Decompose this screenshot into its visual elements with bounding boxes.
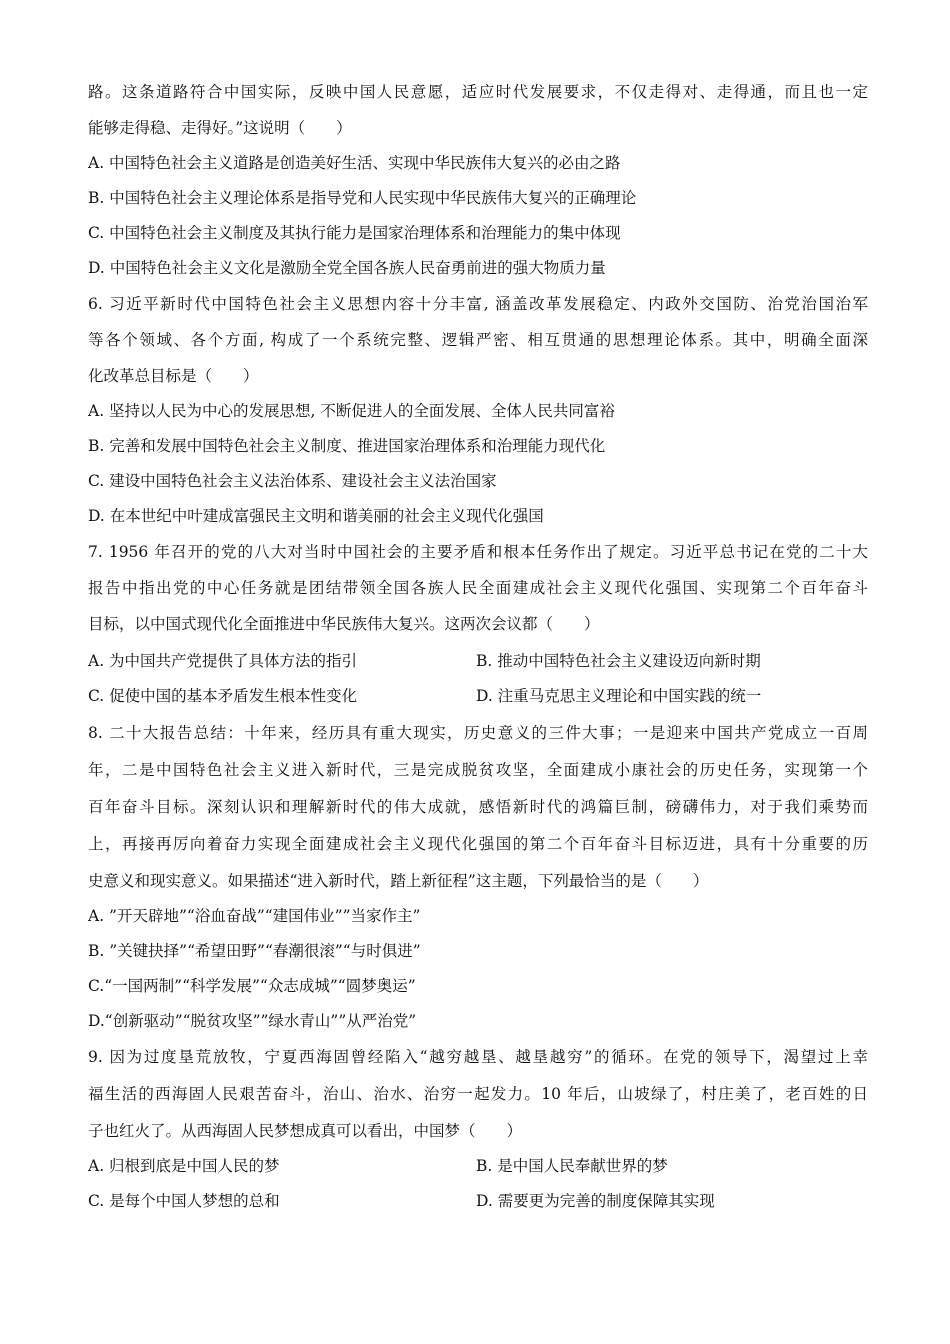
q5-option-b: B. 中国特色社会主义理论体系是指导党和人民实现中华民族伟大复兴的正确理论 [88, 189, 637, 207]
q5-option-d: D. 中国特色社会主义文化是激励全党全国各族人民奋勇前进的强大物质力量 [88, 259, 606, 277]
q8-option-d: D.“创新驱动”“脱贫攻坚””绿水青山””从严治党” [88, 1012, 417, 1030]
q7-stem-line: 7. 1956 年召开的党的八大对当时中国社会的主要矛盾和根本任务作出了规定。习近平总书记在党的二十大 [88, 543, 868, 561]
q5-stem-line: 路。这条道路符合中国实际，反映中国人民意愿，适应时代发展要求，不仅走得对、走得通，而且也一定 [88, 83, 868, 101]
q9-stem-line: 福生活的西海固人民艰苦奋斗，治山、治水、治穷一起发力。10 年后，山坡绿了，村庄美了，老百姓的日 [88, 1085, 868, 1103]
q9-stem-line: 子也红火了。从西海固人民梦想成真可以看出，中国梦（ ） [88, 1122, 523, 1140]
q7-stem-line: 目标，以中国式现代化全面推进中华民族伟大复兴。这两次会议都（ ） [88, 615, 600, 633]
q8-option-b: B. ”关键抉择”“希望田野”“春潮很滚”“与时俱进” [88, 942, 421, 960]
q9-option-c: C. 是每个中国人梦想的总和 [88, 1192, 280, 1210]
q8-stem-line: 上，再接再厉向着奋力实现全面建成社会主义现代化强国的第二个百年奋斗目标迈进，具有十分重要的历 [88, 835, 868, 853]
q6-stem-line: 等各个领域、各个方面, 构成了一个系统完整、逻辑严密、相互贯通的思想理论体系。其中，明确全面深 [88, 331, 868, 349]
q9-stem-line: 9. 因为过度垦荒放牧，宁夏西海固曾经陷入“越穷越垦、越垦越穷”的循环。在党的领导下，渴望过上幸 [88, 1048, 868, 1066]
q7-stem-line: 报告中指出党的中心任务就是团结带领全国各族人民全面建成社会主义现代化强国、实现第二个百年奋斗 [88, 579, 868, 597]
q8-option-a: A. ”开天辟地”“浴血奋战”“建国伟业””当家作主” [88, 907, 421, 925]
q8-stem-line: 8. 二十大报告总结：十年来，经历具有重大现实，历史意义的三件大事；一是迎来中国共产党成立一百周 [88, 724, 868, 742]
q8-stem-line: 年，二是中国特色社会主义进入新时代，三是完成脱贫攻坚，全面建成小康社会的历史任务，实现第一个 [88, 761, 868, 779]
q5-option-a: A. 中国特色社会主义道路是创造美好生活、实现中华民族伟大复兴的必由之路 [88, 154, 621, 172]
q8-stem-line: 百年奋斗目标。深刻认识和理解新时代的伟大成就，感悟新时代的鸿篇巨制，磅礴伟力，对于我们乘势而 [88, 798, 868, 816]
q7-option-d: D. 注重马克思主义理论和中国实践的统一 [476, 687, 762, 705]
q5-stem-line: 能够走得稳、走得好。”这说明（ ） [88, 119, 352, 137]
q6-option-b: B. 完善和发展中国特色社会主义制度、推进国家治理体系和治理能力现代化 [88, 437, 606, 455]
q7-option-b: B. 推动中国特色社会主义建设迈向新时期 [476, 652, 761, 670]
q8-stem-line: 史意义和现实意义。如果描述“进入新时代，踏上新征程”这主题，下列最恰当的是（ ） [88, 872, 709, 890]
q6-option-d: D. 在本世纪中叶建成富强民主文明和谐美丽的社会主义现代化强国 [88, 507, 544, 525]
q5-option-c: C. 中国特色社会主义制度及其执行能力是国家治理体系和治理能力的集中体现 [88, 224, 621, 242]
q7-option-a: A. 为中国共产党提供了具体方法的指引 [88, 652, 358, 670]
q9-option-b: B. 是中国人民奉献世界的梦 [476, 1157, 668, 1175]
q9-option-a: A. 归根到底是中国人民的梦 [88, 1157, 280, 1175]
q6-option-c: C. 建设中国特色社会主义法治体系、建设社会主义法治国家 [88, 472, 497, 490]
q6-stem-line: 6. 习近平新时代中国特色社会主义思想内容十分丰富, 涵盖改革发展稳定、内政外交国防、治党治国治军 [88, 295, 868, 313]
q6-option-a: A. 坚持以人民为中心的发展思想, 不断促进人的全面发展、全体人民共同富裕 [88, 402, 615, 420]
q6-stem-line: 化改革总目标是（ ） [88, 367, 259, 385]
q8-option-c: C.“一国两制”“科学发展”“众志成城”“圆梦奥运” [88, 977, 416, 995]
q7-option-c: C. 促使中国的基本矛盾发生根本性变化 [88, 687, 358, 705]
q9-option-d: D. 需要更为完善的制度保障其实现 [476, 1192, 715, 1210]
